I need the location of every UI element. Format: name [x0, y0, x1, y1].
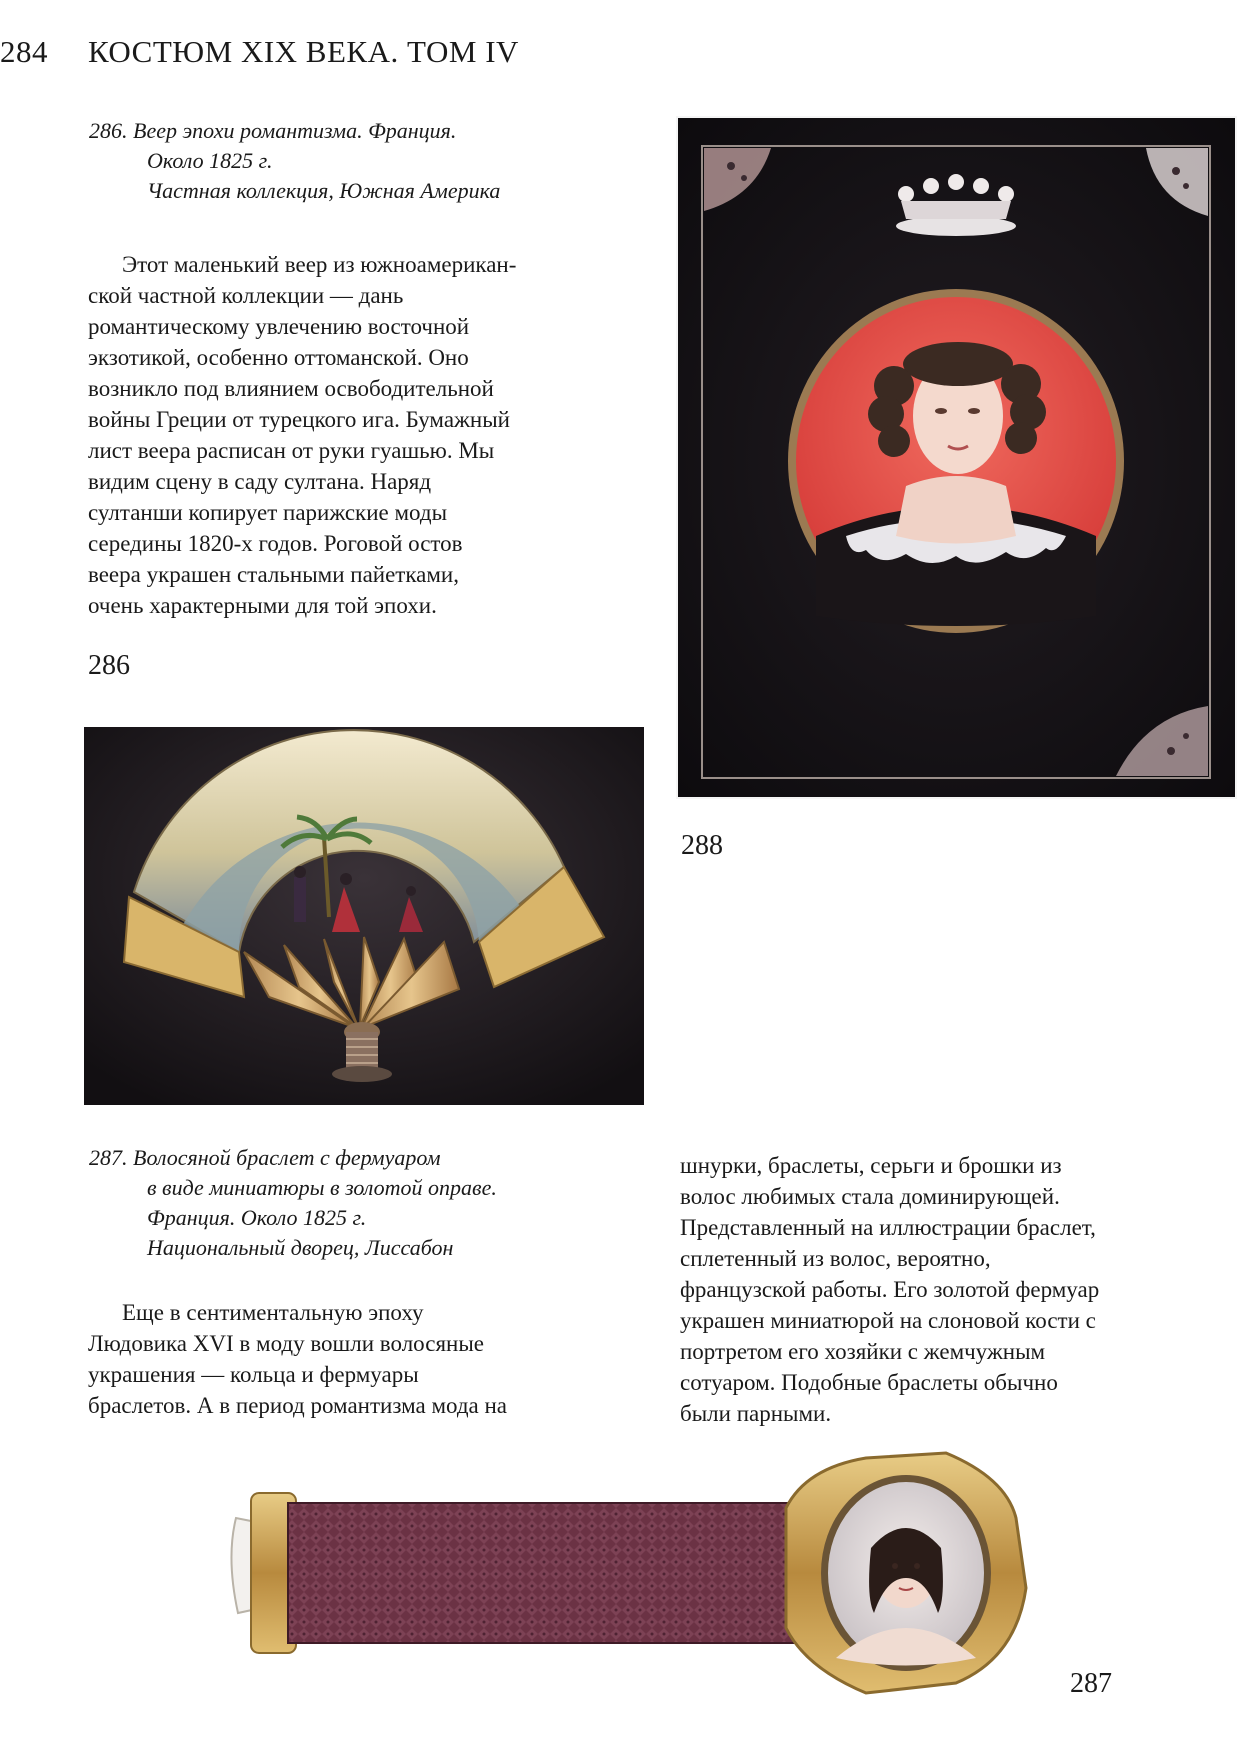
running-header	[0, 34, 519, 70]
bracelet-photo	[226, 1448, 1046, 1703]
body-text-286	[88, 249, 640, 621]
caption-line: Частная коллекция, Южная Америка	[147, 178, 501, 203]
text-line: романтическому увлечению восточной	[88, 314, 470, 339]
text-line: сотуаром. Подобные браслеты обычно	[680, 1370, 1058, 1395]
caption-line: Волосяной браслет с фермуаром	[133, 1145, 441, 1170]
text-line: шнурки, браслеты, серьги и брошки из	[680, 1153, 1062, 1178]
caption-number: 287.	[89, 1145, 128, 1170]
figure-label-287: 287	[1070, 1668, 1112, 1699]
text-line: лист веера расписан от руки гуашью. Мы	[88, 438, 495, 463]
text-line: браслетов. А в период романтизма мода на	[88, 1393, 508, 1418]
text-line: Представленный на иллюстрации браслет,	[680, 1215, 1096, 1240]
text-line: украшения — кольца и фермуары	[88, 1362, 419, 1387]
text-line: портретом его хозяйки с жемчужным	[680, 1339, 1046, 1364]
text-line: Этот маленький веер из южноамерикан-	[122, 252, 517, 277]
fan-photo	[84, 727, 644, 1105]
text-line: веера украшен стальными пайетками,	[88, 562, 459, 587]
caption-line: Веер эпохи романтизма. Франция.	[133, 118, 457, 143]
caption-number: 286.	[89, 118, 128, 143]
page-number: 284	[0, 34, 48, 69]
caption-line: Национальный дворец, Лиссабон	[147, 1235, 454, 1260]
text-line: экзотикой, особенно оттоманской. Оно	[88, 345, 469, 370]
caption-286	[89, 116, 500, 206]
caption-287	[89, 1143, 497, 1263]
body-text-287-right	[680, 1150, 1236, 1429]
caption-line: Около 1825 г.	[147, 148, 273, 173]
text-line: сплетенный из волос, вероятно,	[680, 1246, 991, 1271]
text-line: волос любимых стала доминирующей.	[680, 1184, 1060, 1209]
text-line: французской работы. Его золотой фермуар	[680, 1277, 1100, 1302]
text-line: украшен миниатюрой на слоновой кости с	[680, 1308, 1096, 1333]
text-line: Людовика XVI в моду вошли волосяные	[88, 1331, 485, 1356]
book-title: КОСТЮМ XIX ВЕКА. ТОМ IV	[88, 34, 519, 69]
caption-line: Франция. Около 1825 г.	[147, 1205, 367, 1230]
portrait-box-photo	[676, 116, 1237, 799]
text-line: Еще в сентиментальную эпоху	[122, 1300, 424, 1325]
text-line: были парными.	[680, 1401, 832, 1426]
text-line: видим сцену в саду султана. Наряд	[88, 469, 432, 494]
text-line: середины 1820-х годов. Роговой остов	[88, 531, 463, 556]
text-line: очень характерными для той эпохи.	[88, 593, 437, 618]
text-line: войны Греции от турецкого ига. Бумажный	[88, 407, 510, 432]
figure-label-286: 286	[88, 650, 130, 681]
caption-line: в виде миниатюры в золотой оправе.	[147, 1175, 497, 1200]
figure-label-288: 288	[681, 830, 723, 861]
text-line: султанши копирует парижские моды	[88, 500, 448, 525]
body-text-287-left	[88, 1297, 640, 1421]
text-line: возникло под влиянием освободительной	[88, 376, 494, 401]
text-line: ской частной коллекции — дань	[88, 283, 404, 308]
